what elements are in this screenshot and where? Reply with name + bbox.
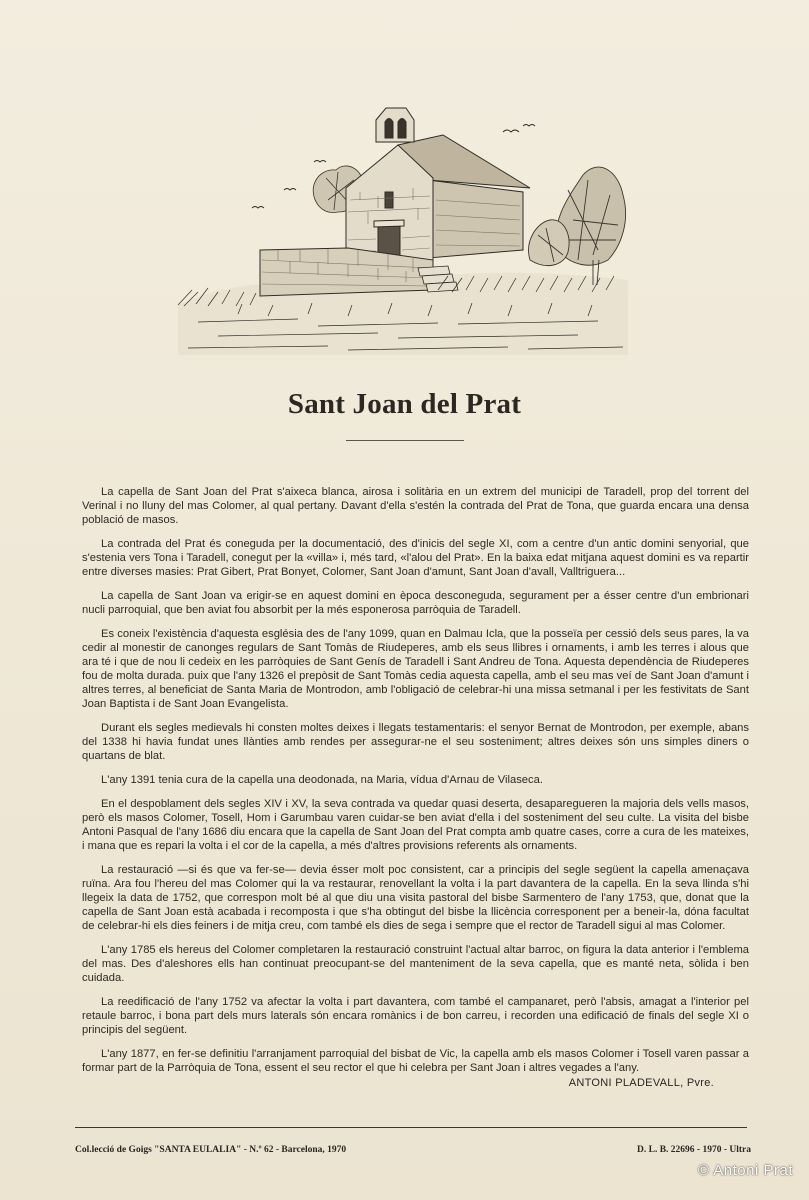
paragraph: Es coneix l'existència d'aquesta església des de l'any 1099, quan en Dalmau Icla, que la posseïa per cessió dels seus pares, la va cedir al monestir de canonges regulars de Sant Tomàs de Riudeperes, amb els seus llibres i ornaments, i amb les terres i alous que ara té i que de nou li cedeix en les parròquies de Sant Genís de Taradell i Sant Andreu de Tona. Aquesta dependència de Riudeperes fou de molta durada. puix que l'any 1326 el prepòsit de Sant Tomàs cedia aquesta capella, amb el seu mas veí de Sant Joan d'amunt i altres terres, al beneficiat de Santa Maria de Montrodon, amb l'obligació de celebrar-hi una missa setmanal i per les festivitats de Sant Joan Baptista i de Sant Joan Evangelista. xyxy=(82,628,749,710)
paragraph: L'any 1785 els hereus del Colomer completaren la restauració construint l'actual altar barroc, on figura la data anterior i l'emblema del mas. Des d'aleshores ells han continuat preocupant-se del manteniment de la seva capella, que es manté neta, sòlida i ben cuidada. xyxy=(82,944,749,984)
copyright-watermark: © Antoni Prat xyxy=(697,1162,793,1179)
chapel-illustration xyxy=(178,100,628,355)
page-title: Sant Joan del Prat xyxy=(287,388,522,420)
legal-deposit: D. L. B. 22696 - 1970 - Ultra xyxy=(637,1145,751,1155)
author-signature: ANTONI PLADEVALL, Pvre. xyxy=(568,1077,714,1089)
paragraph: La contrada del Prat és coneguda per la documentació, des d'inicis del segle XI, com a centre d'un antic domini senyorial, que s'estenia vers Tona i Taradell, conegut per la «villa» i, més tard, «l'alou del Prat». En la baixa edat mitjana aquest domini es va repartir entre diverses masies: Prat Gibert, Prat Bonyet, Colomer, Sant Joan d'amunt, Sant Joan d'avall, Valltriguera... xyxy=(82,538,749,578)
paragraph: L'any 1391 tenia cura de la capella una deodonada, na Maria, vídua d'Arnau de Vilaseca. xyxy=(101,774,543,786)
paragraph: En el despoblament dels segles XIV i XV, la seva contrada va quedar quasi deserta, desaparegueren la majoria dels vells masos, però els masos Colomer, Tosell, Hom i Garumbau varen cuidar-se ben aviat d'ella i del sosteniment del seu culte. La visita del bisbe Antoni Pasqual de l'any 1686 diu encara que la capella de Sant Joan del Prat compta amb quatre cases, corre a cura de les mateixes, i mana que es repari la volta i el cor de la capella, a més d'altres provisions referents als ornaments. xyxy=(82,798,749,852)
collection-credit: Col.lecció de Goigs "SANTA EULALIA" - N.º 62 - Barcelona, 1970 xyxy=(75,1145,347,1155)
paragraph: L'any 1877, en fer-se definitiu l'arranjament parroquial del bisbat de Vic, la capella amb els masos Colomer i Tosell varen passar a formar part de la Parròquia de Tona, essent el seu rector el que hi celebra per Sant Joan i altres vegades a l'any. xyxy=(82,1048,749,1074)
title-divider xyxy=(346,440,464,441)
article-body xyxy=(82,485,749,1085)
paragraph: La restauració —si és que va fer-se— devia ésser molt poc consistent, car a principis del segle següent la capella amenaçava ruïna. Ara fou l'hereu del mas Colomer qui la va restaurar, renovellant la volta i la part davantera de la capella. En la seva llinda s'hi llegeix la data de 1752, que correspon molt bé al que diu una visita pastoral del bisbe Sarmentero de l'any 1753, que, donat que la capella de Sant Joan està acabada i recomposta i que s'ha obtingut del bisbe la llicència corresponent per a beneir-la, dóna facultat de celebrar-hi els dies feiners i de mitja creu, com també els dies de sega i sempre que el rector de Taradell sigui al mas Colomer. xyxy=(82,864,749,932)
paragraph: Durant els segles medievals hi consten moltes deixes i llegats testamentaris: el senyor Bernat de Montrodon, per exemple, abans del 1338 hi havia fundat unes llànties amb rendes per assegurar-ne el seu sosteniment; altres deixes són uns simples diners o quartans de blat. xyxy=(82,722,749,762)
footer-divider xyxy=(75,1127,747,1128)
paragraph: La capella de Sant Joan del Prat s'aixeca blanca, airosa i solitària en un extrem del municipi de Taradell, prop del torrent del Verinal i no lluny del mas Colomer, al qual pertany. Davant d'ella s'estén la contrada del Prat de Tona, que guarda encara una densa població de masos. xyxy=(82,486,749,526)
paragraph: La capella de Sant Joan va erigir-se en aquest domini en època desconeguda, segurament per a ésser centre d'un embrionari nucli parroquial, que ben aviat fou absorbit per la més esponerosa parròquia de Taradell. xyxy=(82,590,749,616)
paragraph: La reedificació de l'any 1752 va afectar la volta i part davantera, com també el campanaret, però l'absis, amagat a l'interior pel retaule barroc, i bona part dels murs laterals són encara romànics i de bon carreu, i recorden una edificació de finals del segle XI o principis del següent. xyxy=(82,996,749,1036)
